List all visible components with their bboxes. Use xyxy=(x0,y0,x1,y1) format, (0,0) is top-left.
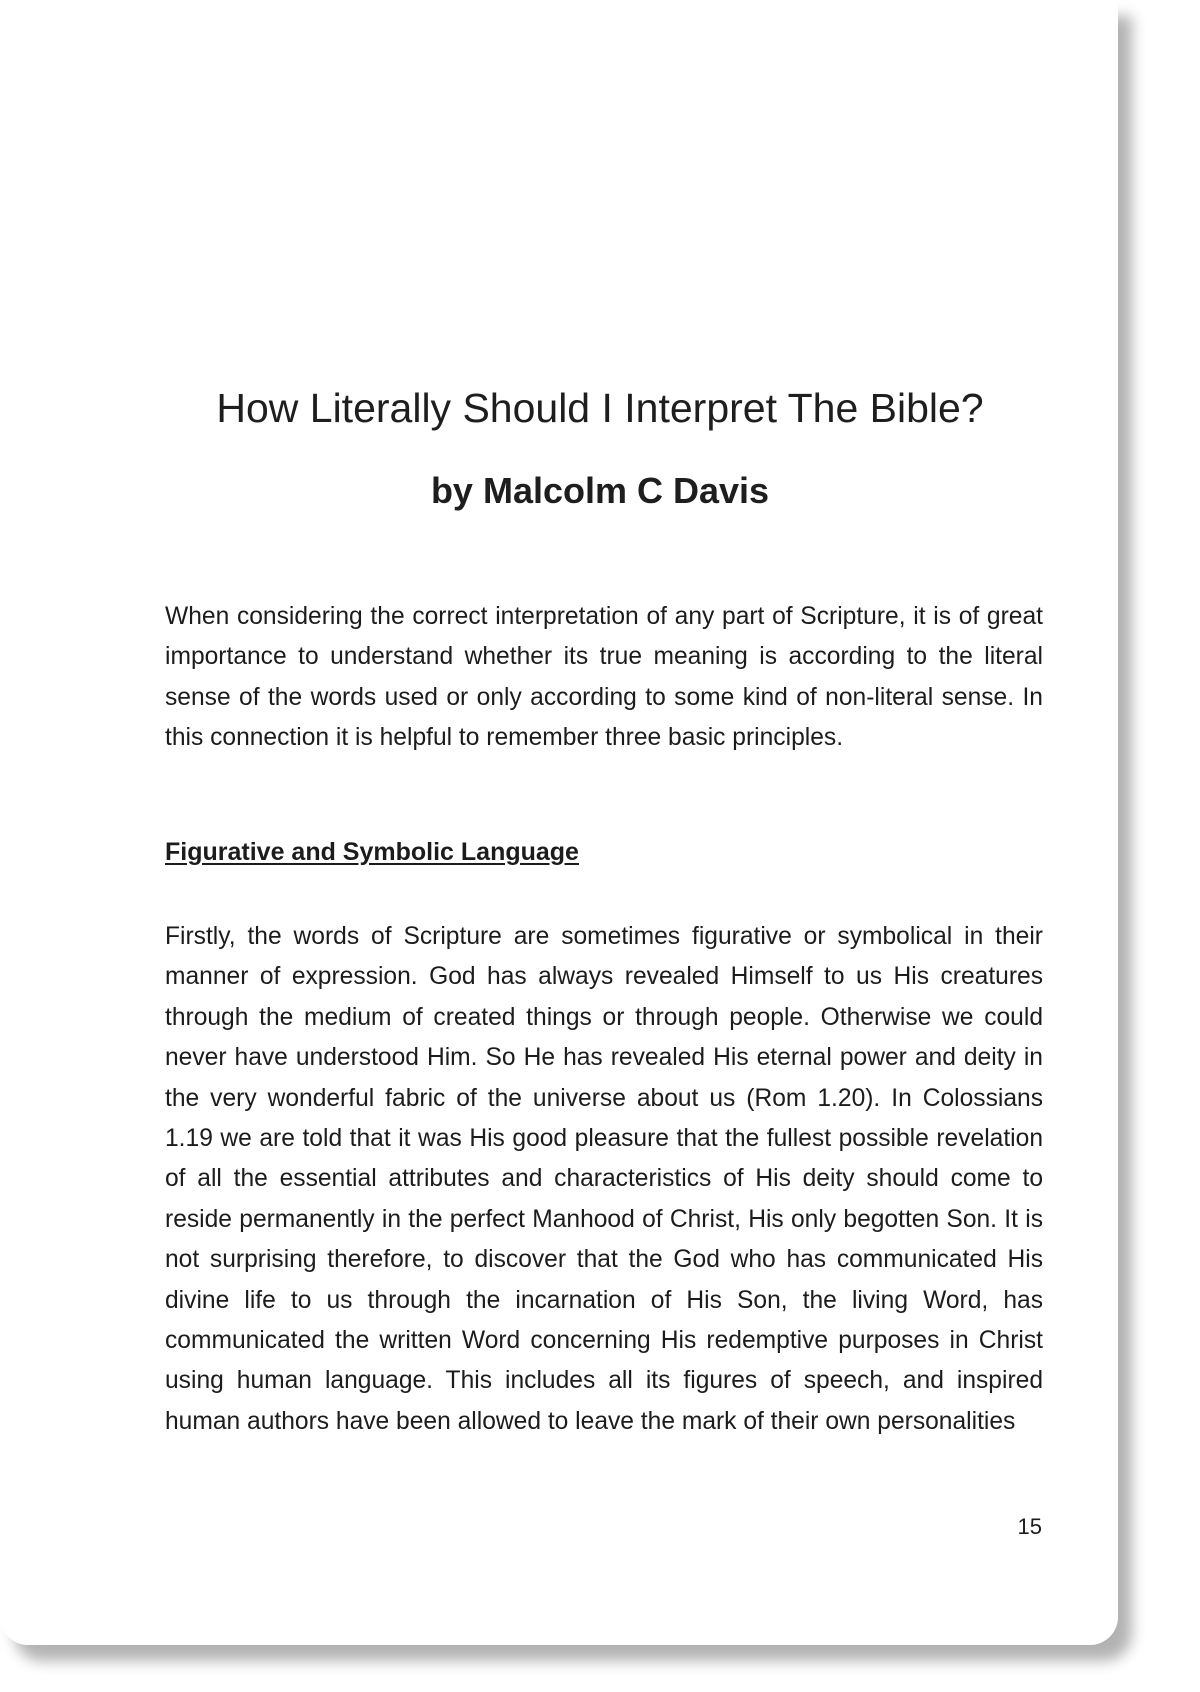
article-title: How Literally Should I Interpret The Bible? xyxy=(216,385,984,431)
section-heading: Figurative and Symbolic Language xyxy=(165,838,579,866)
intro-paragraph: When considering the correct interpretation of any part of Scripture, it is of great importance to understand whether its true meaning is according to the literal sense of the words used or only according to some kind of non-literal sense. In this connection it is helpful to remember three basic principles. xyxy=(165,603,1043,752)
page-number: 15 xyxy=(1017,1514,1042,1539)
article-author: by Malcolm C Davis xyxy=(430,470,770,511)
section-paragraph: Firstly, the words of Scripture are sometimes figurative or symbolical in their manner of expression. God has always revealed Himself to us His creatures through the medium of created things or through people. Otherwise we could never have understood Him. So He has revealed His eternal power and deity in the very wonderful fabric of the universe about us (Rom 1.20). In Colossians 1.19 we are told that it was His good pleasure that the fullest possible revelation of all the essential attributes and characteristics of His deity should come to reside permanently in the perfect Manhood of Christ, His only begotten Son. It is not surprising therefore, to discover that the God who has communicated His divine life to us through the incarnation of His Son, the living Word, has communicated the written Word concerning His redemptive purposes in Christ using human language. This includes all its figures of speech, and inspired human authors have been allowed to leave the mark of their own personalities xyxy=(165,923,1043,1435)
